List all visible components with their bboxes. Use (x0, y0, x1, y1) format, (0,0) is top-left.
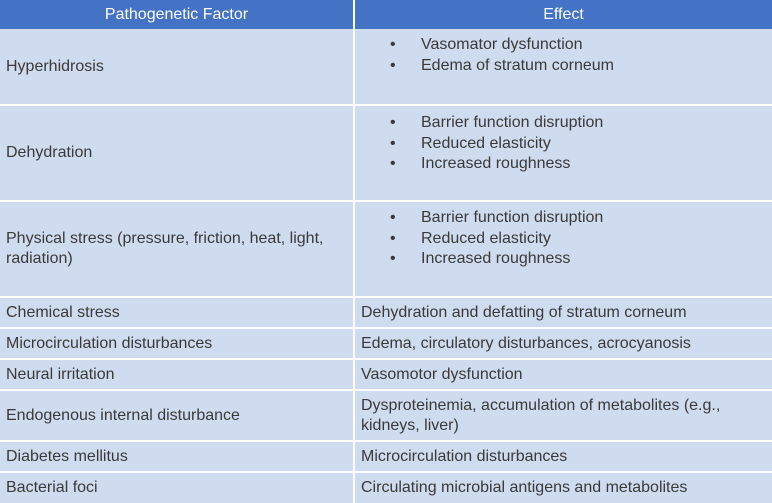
table-row (0, 297, 772, 328)
factor-cell (0, 29, 354, 105)
factor-text: Hyperhidrosis (6, 57, 104, 75)
list-item: • Barrier function disruption (421, 208, 766, 229)
table-row (0, 201, 772, 297)
table-row (0, 390, 772, 441)
effect-cell: Edema, circulatory disturbances, acrocyanosis (354, 328, 772, 359)
factor-cell (0, 201, 354, 297)
factor-cell: Endogenous internal disturbance (0, 390, 354, 441)
factor-cell: Diabetes mellitus (0, 441, 354, 472)
effect-cell: Dysproteinemia, accumulation of metabolites (e.g., kidneys, liver) (354, 390, 772, 441)
factor-cell (0, 105, 354, 201)
factor-text: Dehydration (6, 144, 93, 161)
table-row (0, 472, 772, 503)
effect-cell (354, 29, 772, 105)
list-item: • Increased roughness (421, 154, 766, 175)
header-pathogenetic-factor: Pathogenetic Factor (0, 0, 354, 29)
effect-cell: Vasomotor dysfunction (354, 359, 772, 390)
factor-cell: Microcirculation disturbances (0, 328, 354, 359)
factor-cell: Neural irritation (0, 359, 354, 390)
list-item: • Vasomator dysfunction (421, 35, 766, 56)
list-item: • Reduced elasticity (421, 229, 766, 250)
effect-list (361, 29, 766, 76)
effect-cell: Circulating microbial antigens and metabolites (354, 472, 772, 503)
effect-list (361, 202, 766, 270)
effect-cell (354, 105, 772, 201)
factor-cell: Chemical stress (0, 297, 354, 328)
list-item: • Reduced elasticity (421, 134, 766, 155)
list-item: • Barrier function disruption (421, 113, 766, 134)
effect-list (361, 106, 766, 175)
list-item: • Increased roughness (421, 249, 766, 270)
effect-cell (354, 201, 772, 297)
table-row (0, 441, 772, 472)
table-row (0, 359, 772, 390)
list-item: • Edema of stratum corneum (421, 56, 766, 77)
table-row (0, 105, 772, 201)
effect-cell: Dehydration and defatting of stratum corneum (354, 297, 772, 328)
factor-text: Physical stress (pressure, friction, heat, light, radiation) (6, 230, 324, 267)
table-row (0, 328, 772, 359)
effect-cell: Microcirculation disturbances (354, 441, 772, 472)
table-header-row (0, 0, 772, 29)
header-effect: Effect (354, 0, 772, 29)
factor-cell: Bacterial foci (0, 472, 354, 503)
table-row (0, 29, 772, 105)
